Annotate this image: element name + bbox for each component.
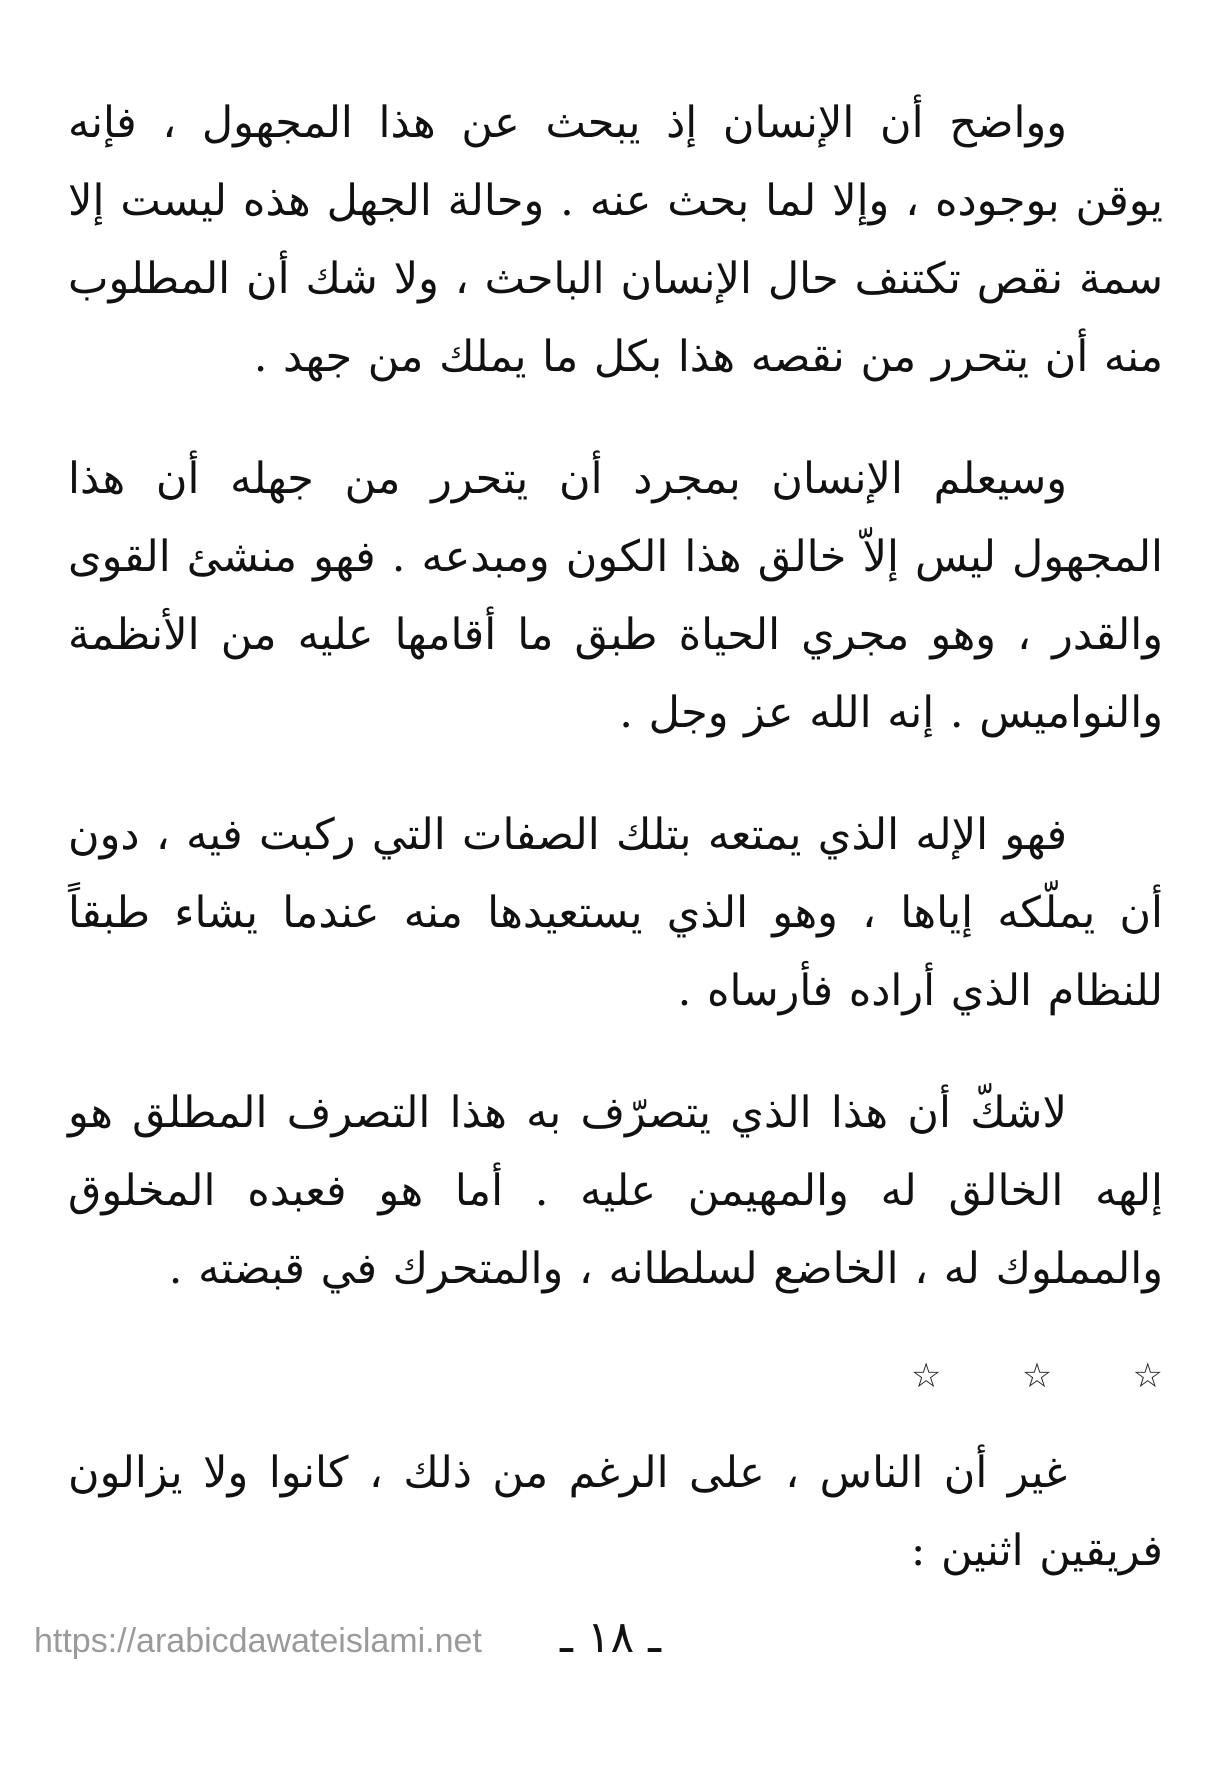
section-separator [68,1346,1163,1406]
star-icon: ☆ [910,1356,942,1396]
body-text [68,84,1163,1590]
paragraph-4: لاشكّ أن هذا الذي يتصرّف به هذا التصرف المطلق هو إلهه الخالق له والمهيمن عليه . أما هو فعبده المخلوق والمملوك له ، الخاضع لسلطانه ، والمتحرك في قبضته . [68,1088,1163,1294]
paragraph-2: وسيعلم الإنسان بمجرد أن يتحرر من جهله أن هذا المجهول ليس إلاّ خالق هذا الكون ومبدعه . فهو منشئ القوى والقدر ، وهو مجري الحياة طبق ما أقامها عليه من الأنظمة والنواميس . إنه الله عز وجل . [68,454,1163,738]
paragraph-1: وواضح أن الإنسان إذ يبحث عن هذا المجهول ، فإنه يوقن بوجوده ، وإلا لما بحث عنه . وحالة الجهل هذه ليست إلا سمة نقص تكتنف حال الإنسان الباحث ، ولا شك أن المطلوب منه أن يتحرر من نقصه هذا بكل ما يملك من جهد . [68,98,1163,382]
watermark-url: https://arabicdawateislami.net [34,1622,482,1660]
star-icon: ☆ [1021,1356,1053,1396]
paragraph-5: غير أن الناس ، على الرغم من ذلك ، كانوا ولا يزالون فريقين اثنين : [68,1448,1163,1576]
star-icon: ☆ [1132,1356,1163,1396]
page-number: ـ ١٨ ـ [560,1612,662,1663]
paragraph-3: فهو الإله الذي يمتعه بتلك الصفات التي ركبت فيه ، دون أن يملّكه إياها ، وهو الذي يستعيدها منه عندما يشاء طبقاً للنظام الذي أراده فأرساه . [68,810,1163,1016]
